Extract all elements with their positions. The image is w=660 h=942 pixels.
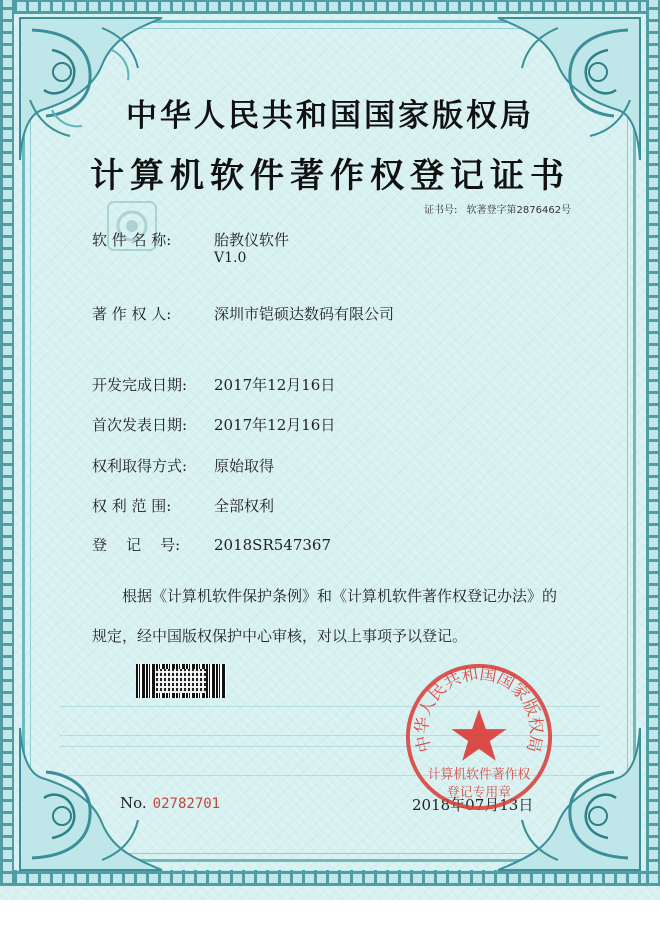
registration-number-label: 登 记 号: (92, 536, 181, 554)
registration-number-row (92, 534, 331, 555)
registration-number-value: 2018SR547367 (214, 536, 332, 554)
software-name-row (92, 229, 289, 250)
copyright-owner-label: 著 作 权 人: (92, 305, 172, 323)
acquisition-method-label: 权利取得方式: (92, 457, 188, 475)
rights-scope-row (92, 495, 274, 516)
issuer-heading: 中华人民共和国国家版权局 (126, 98, 534, 134)
barcode-icon (136, 664, 226, 698)
acquisition-method-row (92, 455, 274, 476)
rights-scope-label: 权 利 范 围: (92, 497, 172, 515)
development-date-row (92, 374, 335, 395)
certificate-number-label: 证书号: (424, 205, 458, 216)
software-name-label: 软 件 名 称: (92, 231, 172, 249)
publication-date-label: 首次发表日期: (92, 416, 188, 434)
acquisition-method-value: 原始取得 (214, 457, 275, 475)
seal-inner-line-1: 计算机软件著作权 (427, 767, 531, 783)
copyright-owner-value: 深圳市铠硕达数码有限公司 (214, 305, 395, 323)
serial-number (120, 794, 220, 812)
certificate-number (424, 201, 577, 216)
certificate-number-value: 软著登字第2876462号 (466, 205, 572, 216)
statement-line-2: 规定，经中国版权保护中心审核，对以上事项予以登记。 (92, 627, 468, 645)
serial-label: No. (120, 794, 147, 812)
rights-scope-value: 全部权利 (214, 497, 275, 515)
seal-outer-text: 中华人民共和国国家版权局 (411, 662, 547, 755)
publication-date-row (92, 414, 335, 435)
official-seal-icon (400, 658, 558, 816)
serial-value: 02782701 (152, 796, 221, 812)
copyright-owner-row (92, 303, 394, 324)
seal-inner-line-2: 登记专用章 (446, 785, 512, 801)
development-date-value: 2017年12月16日 (214, 376, 336, 394)
issue-date: 2018年07月13日 (412, 796, 534, 814)
development-date-label: 开发完成日期: (92, 376, 188, 394)
certificate-title: 计算机软件著作权登记证书 (90, 156, 570, 196)
software-version: V1.0 (214, 250, 247, 266)
seal-star-icon (451, 709, 506, 760)
publication-date-value: 2017年12月16日 (214, 416, 336, 434)
statement-line-1: 根据《计算机软件保护条例》和《计算机软件著作权登记办法》的 (122, 587, 558, 605)
barcode-qr-block (156, 669, 206, 693)
software-name-value: 胎教仪软件 (214, 231, 290, 249)
